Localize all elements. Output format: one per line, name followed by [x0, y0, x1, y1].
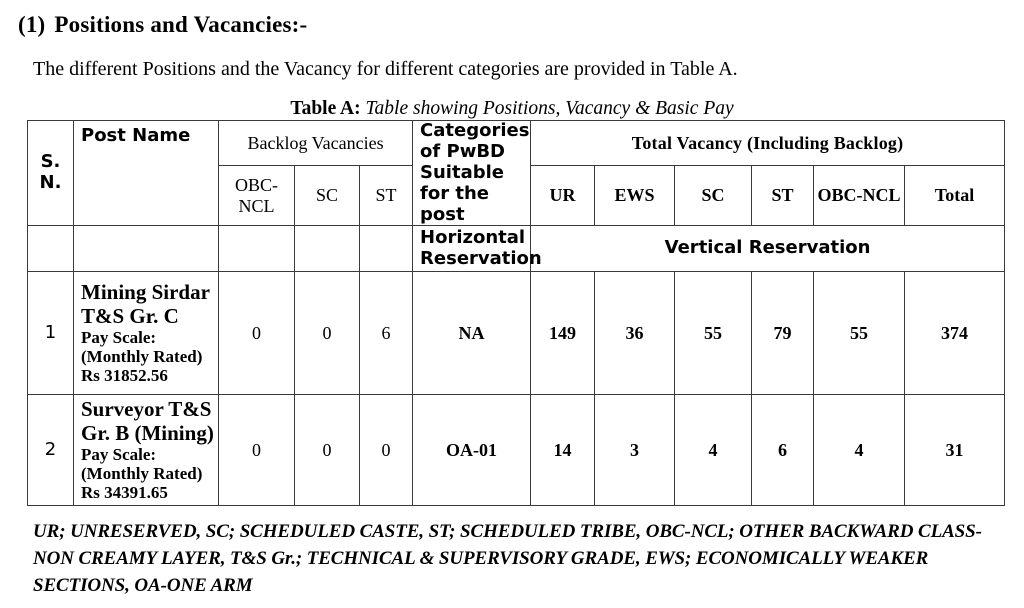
- table-row: [28, 395, 1005, 506]
- header-serial-number: S. N.: [28, 121, 74, 226]
- header-pwbd-categories: Categories of PwBD Suitable for the post: [413, 121, 531, 226]
- row-total-ews: 36: [595, 272, 675, 395]
- vacancy-table: [27, 120, 1005, 506]
- section-title: Positions and Vacancies:-: [54, 12, 308, 37]
- row-backlog-sc: 0: [295, 395, 360, 506]
- row-backlog-obc-ncl: 0: [219, 395, 295, 506]
- row-total-st: 6: [752, 395, 814, 506]
- header-backlog-st: ST: [360, 166, 413, 226]
- header-row-reservation: [28, 226, 1005, 272]
- table-caption: [0, 98, 1024, 120]
- header-total-st: ST: [752, 166, 814, 226]
- row-pwbd-category: NA: [413, 272, 531, 395]
- header-post-name: Post Name: [74, 121, 219, 226]
- row-total-sum: 31: [905, 395, 1005, 506]
- spacer-backlog-st: [360, 226, 413, 272]
- section-number: (1): [18, 12, 46, 37]
- header-backlog-sc: SC: [295, 166, 360, 226]
- header-total-vacancy: Total Vacancy (Including Backlog): [531, 121, 1005, 166]
- post-pay-amount: Rs 34391.65: [81, 483, 168, 503]
- spacer-post-name: [74, 226, 219, 272]
- row-total-sum: 374: [905, 272, 1005, 395]
- header-total-sc: SC: [675, 166, 752, 226]
- spacer-backlog-obc-ncl: [219, 226, 295, 272]
- row-backlog-st: 0: [360, 395, 413, 506]
- row-total-ews: 3: [595, 395, 675, 506]
- post-pay-type: (Monthly Rated): [81, 347, 203, 367]
- table-row: [28, 272, 1005, 395]
- table-caption-body: Table showing Positions, Vacancy & Basic Pay: [365, 98, 734, 119]
- row-pwbd-category: OA-01: [413, 395, 531, 506]
- row-total-obc-ncl: 55: [814, 272, 905, 395]
- spacer-sn: [28, 226, 74, 272]
- section-heading: [18, 12, 307, 38]
- header-total-ur: UR: [531, 166, 595, 226]
- post-pay-scale-label: Pay Scale:: [81, 328, 157, 348]
- row-serial-number: 1: [28, 272, 74, 395]
- row-post-name: [74, 272, 219, 395]
- table-caption-label: Table A:: [290, 98, 361, 119]
- row-total-sc: 55: [675, 272, 752, 395]
- row-total-st: 79: [752, 272, 814, 395]
- row-total-sc: 4: [675, 395, 752, 506]
- row-backlog-obc-ncl: 0: [219, 272, 295, 395]
- post-title-line-2: T&S Gr. C: [81, 303, 179, 328]
- row-post-name: [74, 395, 219, 506]
- post-title-line-1: Mining Sirdar: [81, 280, 210, 305]
- header-total-obc-ncl: OBC-NCL: [814, 166, 905, 226]
- row-serial-number: 2: [28, 395, 74, 506]
- post-pay-amount: Rs 31852.56: [81, 366, 168, 386]
- row-total-obc-ncl: 4: [814, 395, 905, 506]
- header-total-ews: EWS: [595, 166, 675, 226]
- header-vertical-reservation: Vertical Reservation: [531, 226, 1005, 272]
- header-row-top: [28, 121, 1005, 166]
- intro-paragraph: The different Positions and the Vacancy for different categories are provided in Table A.: [33, 58, 738, 80]
- row-total-ur: 149: [531, 272, 595, 395]
- post-title-line-2: Gr. B (Mining): [81, 420, 214, 445]
- header-backlog-obc-ncl: OBC-NCL: [219, 166, 295, 226]
- header-backlog-vacancies: Backlog Vacancies: [219, 121, 413, 166]
- vacancy-table-container: [27, 120, 1004, 506]
- row-backlog-st: 6: [360, 272, 413, 395]
- post-title-line-1: Surveyor T&S: [81, 397, 212, 422]
- abbreviation-legend: UR; UNRESERVED, SC; SCHEDULED CASTE, ST; SCHEDULED TRIBE, OBC-NCL; OTHER BACKWARD CLASS-NON CREAMY LAYER, T&S Gr.; TECHNICAL & SUPERVISORY GRADE, EWS; ECONOMICALLY WEAKER SECTIONS, OA-ONE ARM: [33, 521, 982, 597]
- header-horizontal-reservation: Horizontal Reservation: [413, 226, 531, 272]
- post-pay-scale-label: Pay Scale:: [81, 445, 157, 465]
- row-total-ur: 14: [531, 395, 595, 506]
- row-backlog-sc: 0: [295, 272, 360, 395]
- spacer-backlog-sc: [295, 226, 360, 272]
- post-pay-type: (Monthly Rated): [81, 464, 203, 484]
- header-total-total: Total: [905, 166, 1005, 226]
